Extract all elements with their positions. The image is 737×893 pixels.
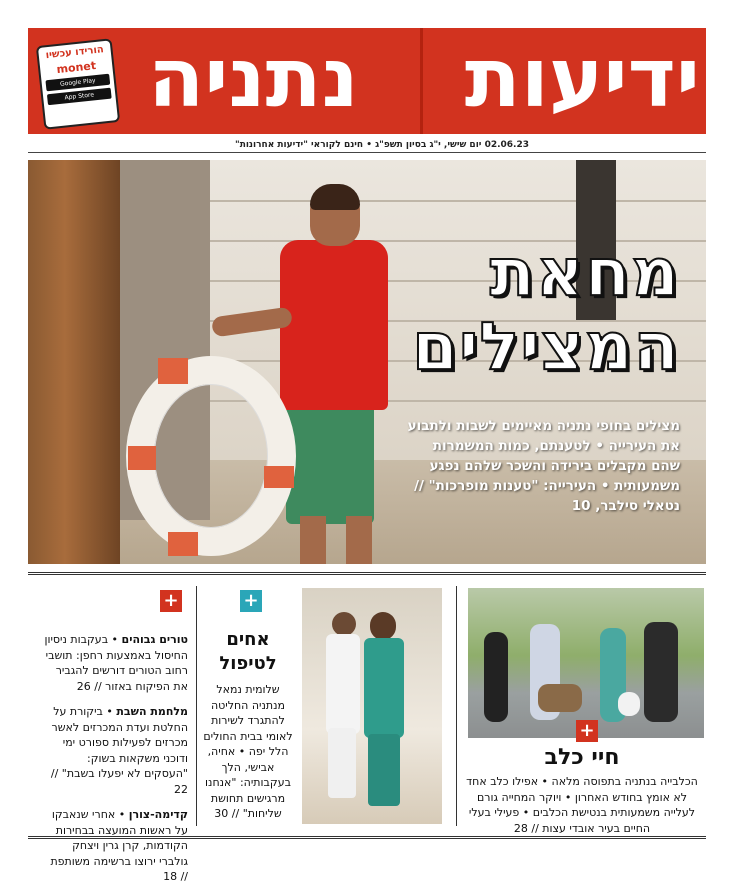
brief-kicker: קדימה-צורן <box>128 808 188 821</box>
brief-text: • בעקבות ניסיון החיסול באמצעות רחפן: תושבי רחוב הטורים דורשים להגביר את הפיקוח באזור // 26 <box>44 633 188 693</box>
brief-kicker: מלחמת השבת <box>116 705 188 718</box>
brief-item[interactable] <box>40 704 188 797</box>
app-badge-brand: monet <box>55 58 97 76</box>
lifeguard-leg <box>300 516 326 564</box>
brief-kicker: טורים גבוהים <box>121 633 188 646</box>
dateline: 02.06.23 יום שישי, י"ג בסיון תשפ"ג • חינם לקוראי "ידיעות אחרונות" <box>235 140 529 150</box>
section-double-rule <box>28 572 706 575</box>
brief-item[interactable] <box>40 807 188 885</box>
masthead-divider <box>420 28 423 134</box>
lifeguard-leg <box>346 516 372 564</box>
health-story[interactable] <box>200 628 296 822</box>
ring-band <box>168 532 198 556</box>
lifeguard-hair <box>310 184 360 210</box>
person-white-pants <box>328 728 356 798</box>
google-play-icon[interactable]: Google Play <box>45 73 110 91</box>
brief-text: • ביקורת על החלטת ועדת המכרזים לאשר מכרזים לפעילות ספורט ימי ודוכני משקאות בשוק: "העסקים לא יפעלו בשבת" // 22 <box>50 705 188 796</box>
hero-headline-line2: המצילים <box>412 308 680 385</box>
dog-icon <box>618 692 640 716</box>
brief-item[interactable] <box>40 632 188 694</box>
person-green-pants <box>368 734 400 806</box>
divider-line <box>28 152 706 153</box>
masthead <box>28 28 706 134</box>
person-green-scrubs <box>364 638 404 738</box>
column-separator <box>456 586 457 826</box>
app-download-badge[interactable] <box>36 38 120 129</box>
volunteer-figure <box>484 632 508 722</box>
brief-text: • אחרי שנאבקו על ראשות המועצה בבחירות הקודמות, קרן גרין ויצחק גולברי ירוצו ברשימה משותפת // 18 <box>50 808 188 883</box>
lifeguard-shirt <box>280 240 388 410</box>
lifeguard-shorts <box>286 404 374 524</box>
ring-band <box>158 358 188 384</box>
app-store-icon[interactable]: App Store <box>47 87 112 105</box>
dogs-story[interactable] <box>460 744 704 836</box>
column-separator <box>196 586 197 826</box>
masthead-word-yedioth: ידיעות <box>464 31 700 126</box>
person-head <box>332 612 356 636</box>
dogs-photo[interactable] <box>468 588 704 738</box>
health-text: שלומית נמאל מנתניה החליטה להתגרד לשירות לאומי בבית החולים הלל יפה • אחיה, אבישי, הלך בעקבותיה: "אנחנו מרגישים תחושת שליחות" // 30 <box>203 683 293 820</box>
blurred-pole <box>28 160 120 564</box>
hero-headline-line1: מחאת <box>489 234 680 311</box>
dogs-headline: חיי כלב <box>544 745 620 770</box>
volunteer-figure <box>644 622 678 722</box>
plus-icon: + <box>240 590 262 612</box>
health-headline: אחים לטיפול <box>219 629 277 674</box>
hero-headline[interactable] <box>412 236 680 384</box>
ring-band <box>128 446 156 470</box>
dog-icon <box>538 684 582 712</box>
dogs-text: הכלבייה בנתניה בתפוסה מלאה • אפילו כלב אחד לא אומץ בחודש האחרון • ויוקר המחייה גורם לעלייה משמעותית בנטישת הכלבים • פעילי בעלי החיים בעיר אובדי עצות // 28 <box>466 775 698 835</box>
app-badge-cta: הורידו עכשיו <box>45 44 105 62</box>
siblings-photo[interactable] <box>302 588 442 824</box>
plus-icon: + <box>576 720 598 742</box>
person-head <box>370 612 396 640</box>
hero-body: מצילים בחופי נתניה מאיימים לשבות ולתבוע את העירייה • לטענתם, כמות המשמרות שהם מקבלים בירידה והשכר שלהם נפגע משמעותית • העירייה: "טענות מופרכות" // נטאלי סילבר, 10 <box>407 418 680 514</box>
masthead-word-netanya: נתניה <box>148 31 359 126</box>
person-white-uniform <box>326 634 360 734</box>
news-briefs <box>40 632 188 893</box>
hero-photo[interactable] <box>28 160 706 564</box>
plus-icon: + <box>160 590 182 612</box>
ring-band <box>264 466 294 488</box>
